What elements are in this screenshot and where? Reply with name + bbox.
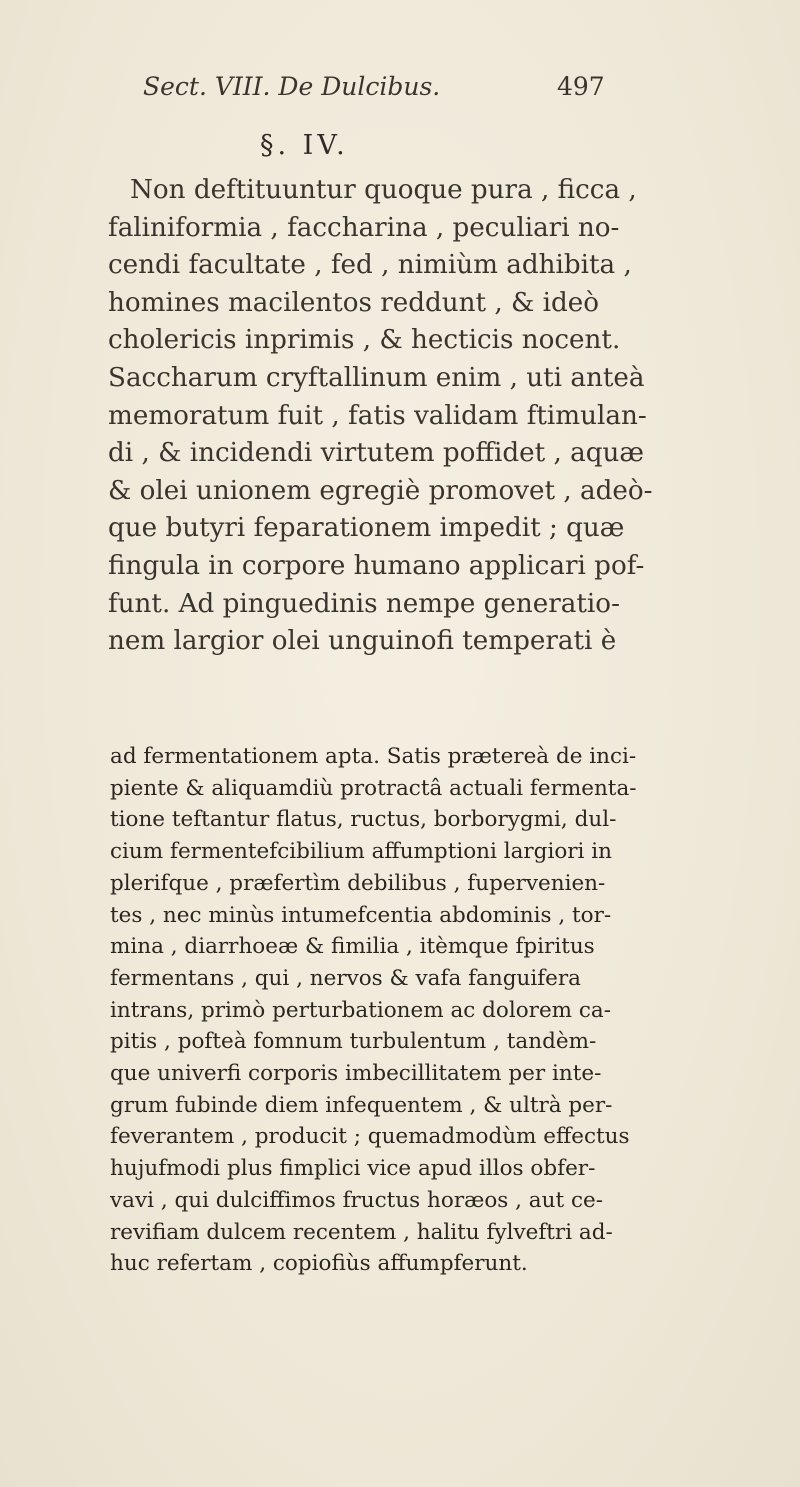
text-line: & olei unionem egregiè promovet , adeò- [108, 475, 653, 506]
text-line: cendi facultate , fed , nimiùm adhibita , [108, 250, 632, 281]
page-number: 497 [557, 72, 605, 101]
text-line: que univerfi corporis imbecillitatem per inte- [110, 1061, 602, 1087]
text-line: cium fermentefcibilium affumptioni largiori in [110, 839, 612, 865]
text-line: vavi , qui dulciffimos fructus horæos , aut ce- [110, 1187, 603, 1213]
main-paragraph [108, 172, 728, 661]
text-line: mina , diarrhoeæ & fimilia , itèmque fpiritus [110, 934, 595, 960]
text-line: cholericis inprimis , & hecticis nocent. [108, 325, 621, 356]
text-line: faliniformia , faccharina , peculiari no- [108, 212, 620, 243]
text-line: hujufmodi plus fimplici vice apud illos obfer- [110, 1156, 596, 1182]
text-line: grum fubinde diem infequentem , & ultrà per- [110, 1092, 613, 1118]
text-line: fingula in corpore humano applicari pof- [108, 550, 645, 581]
text-line: funt. Ad pinguedinis nempe generatio- [108, 588, 620, 619]
text-line: piente & aliquamdiù protractâ actuali fermenta- [110, 775, 637, 801]
section-heading: §. IV. [260, 130, 349, 161]
running-head-title: Sect. VIII. De Dulcibus. [143, 72, 441, 101]
text-line: intrans, primò perturbationem ac dolorem ca- [110, 997, 612, 1023]
text-line: Saccharum cryftallinum enim , uti anteà [108, 362, 645, 393]
text-line: feverantem , producit ; quemadmodùm effectus [110, 1124, 630, 1150]
text-line: homines macilentos reddunt , & ideò [108, 287, 600, 318]
text-line: Non deftituuntur quoque pura , ficca , [130, 175, 637, 205]
text-line: fermentans , qui , nervos & vafa fanguifera [110, 965, 581, 991]
text-line: pitis , pofteà fomnum turbulentum , tandèm- [110, 1029, 597, 1055]
text-line: nem largior olei unguinofi temperati è [108, 626, 617, 657]
text-line: revifiam dulcem recentem , halitu fylveftri ad- [110, 1219, 613, 1245]
text-line: que butyri feparationem impedit ; quæ [108, 513, 625, 544]
text-line: memoratum fuit , fatis validam ftimulan- [108, 400, 647, 431]
text-line: ad fermentationem apta. Satis prætereà de inci- [110, 744, 637, 769]
text-line: huc refertam , copiofiùs affumpferunt. [110, 1251, 528, 1277]
running-head [143, 72, 623, 112]
text-line: plerifque , præfertìm debilibus , fupervenien- [110, 870, 606, 896]
small-print-paragraph [110, 741, 730, 1280]
text-line: tes , nec minùs intumefcentia abdominis , tor- [110, 902, 612, 928]
text-line: di , & incidendi virtutem poffidet , aquæ [108, 438, 644, 469]
text-line: tione teftantur flatus, ructus, borborygmi, dul- [110, 807, 617, 833]
